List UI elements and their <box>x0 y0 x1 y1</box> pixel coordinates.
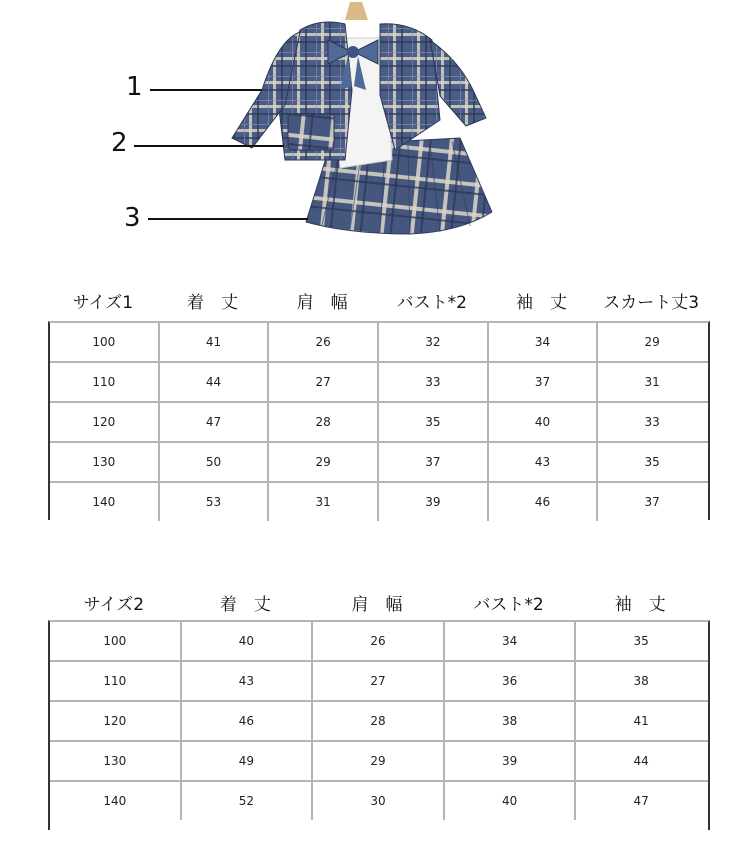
table-header <box>0 288 750 318</box>
table-header <box>0 590 750 620</box>
measurement-cell: 46 <box>182 702 314 740</box>
product-illustration <box>0 0 750 260</box>
callout-label-1: 1 <box>126 72 143 102</box>
size-table-1 <box>0 288 750 520</box>
measurement-cell: 32 <box>379 323 489 361</box>
measurement-cell: 52 <box>182 782 314 820</box>
measurement-cell: 47 <box>160 403 270 441</box>
measurement-cell: 39 <box>445 742 577 780</box>
measurement-cell: 38 <box>445 702 577 740</box>
measurement-cell: 39 <box>379 483 489 521</box>
header-cell: 袖 丈 <box>614 595 666 615</box>
table-row <box>50 622 708 662</box>
table-row <box>50 742 708 782</box>
measurement-cell: 41 <box>633 714 649 728</box>
measurement-cell: 46 <box>489 483 599 521</box>
measurement-cell: 28 <box>313 702 445 740</box>
measurement-cell: 40 <box>182 622 314 660</box>
size-cell: 130 <box>50 742 182 780</box>
header-cell: 肩 幅 <box>351 595 403 615</box>
measurement-cell: 28 <box>269 403 379 441</box>
measurement-cell: 27 <box>313 662 445 700</box>
table-grid <box>48 321 710 520</box>
table-row <box>50 702 708 742</box>
measurement-cell: 35 <box>379 403 489 441</box>
measurement-cell: 38 <box>633 674 649 688</box>
measurement-cell: 44 <box>633 754 649 768</box>
size-cell: 120 <box>50 702 182 740</box>
size-table-2 <box>0 590 750 822</box>
measurement-cell: 26 <box>269 323 379 361</box>
measurement-cell: 53 <box>160 483 270 521</box>
measurement-cell: 34 <box>489 323 599 361</box>
header-cell: バスト*2 <box>396 293 467 313</box>
measurement-cell: 36 <box>445 662 577 700</box>
measurement-cell: 29 <box>269 443 379 481</box>
measurement-cell: 40 <box>489 403 599 441</box>
measurement-cell: 27 <box>269 363 379 401</box>
measurement-cell: 29 <box>313 742 445 780</box>
size-cell: 100 <box>50 622 182 660</box>
measurement-cell: 30 <box>313 782 445 820</box>
size-cell: 100 <box>50 323 160 361</box>
measurement-cell: 29 <box>644 335 660 349</box>
size-cell: 130 <box>50 443 160 481</box>
header-cell: スカート丈3 <box>603 293 700 313</box>
measurement-cell: 37 <box>489 363 599 401</box>
pocket-shape <box>288 114 334 150</box>
header-cell: 着 丈 <box>186 293 238 313</box>
measurement-cell: 31 <box>269 483 379 521</box>
size-cell: 120 <box>50 403 160 441</box>
callout-label-2: 2 <box>111 128 128 158</box>
header-cell: 着 丈 <box>219 595 271 615</box>
measurement-cell: 44 <box>160 363 270 401</box>
measurement-cell: 49 <box>182 742 314 780</box>
measurement-cell: 35 <box>644 455 660 469</box>
measurement-cell: 37 <box>379 443 489 481</box>
table-row <box>50 662 708 702</box>
header-cell: 肩 幅 <box>296 293 348 313</box>
size-cell: 140 <box>50 483 160 521</box>
table-row <box>50 483 708 521</box>
size-cell: 110 <box>50 363 160 401</box>
table-row <box>50 403 708 443</box>
table-row <box>50 323 708 363</box>
measurement-cell: 26 <box>313 622 445 660</box>
header-cell: サイズ2 <box>83 595 145 615</box>
measurement-cell: 35 <box>633 634 649 648</box>
table-row <box>50 363 708 403</box>
callout-line-2 <box>134 145 284 147</box>
measurement-cell: 50 <box>160 443 270 481</box>
callout-line-3 <box>148 218 308 220</box>
measurement-cell: 37 <box>644 495 660 509</box>
measurement-cell: 40 <box>445 782 577 820</box>
measurement-cell: 31 <box>644 375 660 389</box>
size-cell: 110 <box>50 662 182 700</box>
table-row <box>50 443 708 483</box>
header-cell: サイズ1 <box>72 293 134 313</box>
size-cell: 140 <box>50 782 182 820</box>
callout-line-1 <box>150 89 262 91</box>
measurement-cell: 43 <box>489 443 599 481</box>
header-cell: 袖 丈 <box>515 293 567 313</box>
measurement-cell: 47 <box>633 794 649 808</box>
measurement-cell: 33 <box>379 363 489 401</box>
table-grid <box>48 620 710 830</box>
callout-label-3: 3 <box>124 203 141 233</box>
measurement-cell: 43 <box>182 662 314 700</box>
header-cell: バスト*2 <box>473 595 544 615</box>
measurement-cell: 41 <box>160 323 270 361</box>
table-row <box>50 782 708 820</box>
measurement-cell: 33 <box>644 415 660 429</box>
measurement-cell: 34 <box>445 622 577 660</box>
